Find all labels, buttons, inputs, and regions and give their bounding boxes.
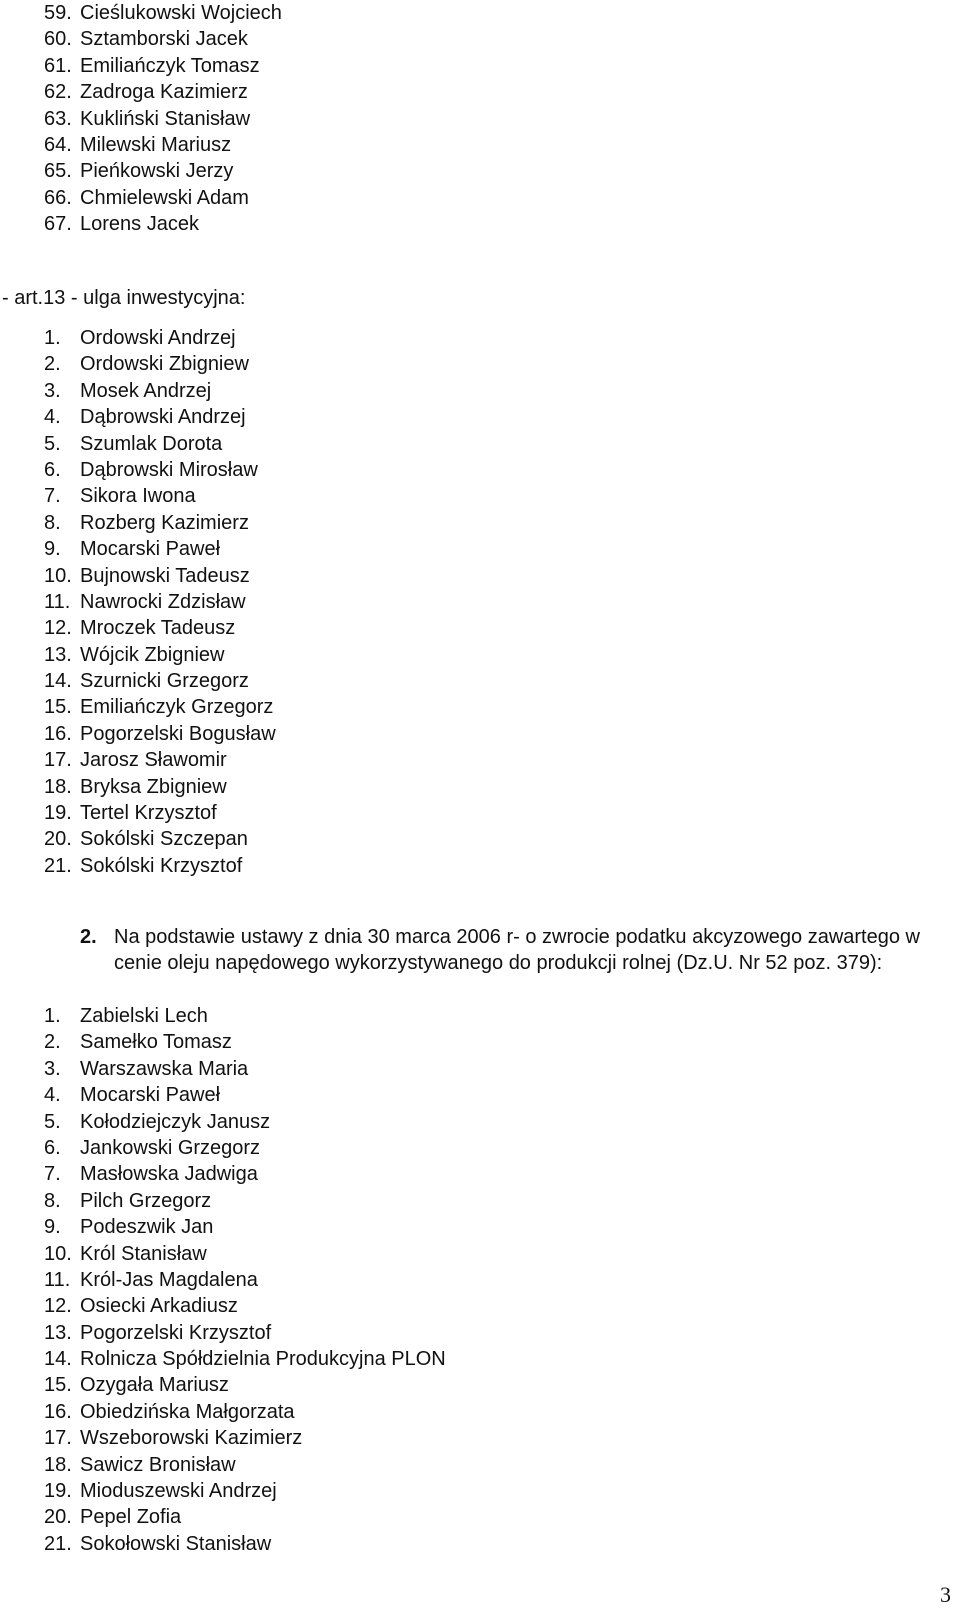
list-item-number: 59. xyxy=(44,2,72,24)
list-item xyxy=(44,589,276,615)
list-item-name: Sokołowski Stanisław xyxy=(80,1532,272,1555)
list-item-number: 10. xyxy=(44,1242,72,1265)
list-item xyxy=(44,510,276,536)
list-item-number: 19. xyxy=(44,1480,72,1503)
section-2-paragraph xyxy=(80,924,950,976)
list-item-name: Pieńkowski Jerzy xyxy=(80,160,234,183)
list-item-name: Dąbrowski Mirosław xyxy=(80,458,258,481)
list-item-number: 65. xyxy=(44,160,72,183)
list-item xyxy=(44,1293,446,1319)
list-item-name: Tertel Krzysztof xyxy=(80,802,217,825)
list-item xyxy=(44,1452,446,1478)
list-item xyxy=(44,1214,446,1240)
list-item xyxy=(44,615,276,641)
list-item xyxy=(44,211,282,237)
list-item xyxy=(44,1082,446,1108)
list-item-name: Król Stanisław xyxy=(80,1242,207,1265)
list-item xyxy=(44,747,276,773)
list-item-name: Mocarski Paweł xyxy=(80,538,221,561)
list-item-number: 63. xyxy=(44,107,72,130)
list-item-number: 10. xyxy=(44,564,72,587)
list-item-number: 7. xyxy=(44,1163,61,1186)
list-item xyxy=(44,483,276,509)
list-item-name: Milewski Mariusz xyxy=(80,133,232,156)
list-item-name: Cieślukowski Wojciech xyxy=(80,2,282,24)
list-item-name: Samełko Tomasz xyxy=(80,1031,232,1054)
list-item-number: 18. xyxy=(44,1453,72,1476)
list-item xyxy=(44,378,276,404)
list-item-name: Pilch Grzegorz xyxy=(80,1189,212,1212)
list-item-number: 18. xyxy=(44,775,72,798)
list-item-number: 12. xyxy=(44,617,72,640)
list-item-name: Pogorzelski Bogusław xyxy=(80,722,276,745)
list-item-name: Sawicz Bronisław xyxy=(80,1453,236,1476)
list-item-name: Obiedzińska Małgorzata xyxy=(80,1400,295,1423)
name-list-section-2 xyxy=(44,1003,446,1557)
list-item-name: Pogorzelski Krzysztof xyxy=(80,1321,272,1344)
list-item xyxy=(44,132,282,158)
list-item-number: 67. xyxy=(44,213,72,236)
list-item-number: 2. xyxy=(44,353,61,376)
list-item-number: 16. xyxy=(44,1400,72,1423)
list-item-number: 8. xyxy=(44,1189,61,1212)
list-item xyxy=(44,1531,446,1557)
section-2-text: Na podstawie ustawy z dnia 30 marca 2006 r- o zwrocie podatku akcyzowego zawartego w cenie oleju napędowego wykorzystywanego do produkcji rolnej (Dz.U. Nr 52 poz. 379): xyxy=(114,926,920,974)
list-item-number: 4. xyxy=(44,1084,61,1107)
list-item xyxy=(44,185,282,211)
list-item-number: 16. xyxy=(44,722,72,745)
section-2-number: 2. xyxy=(80,926,97,948)
list-item-number: 11. xyxy=(44,590,71,613)
list-item-name: Zabielski Lech xyxy=(80,1005,208,1027)
list-item-name: Wszeborowski Kazimierz xyxy=(80,1427,303,1450)
list-item-name: Sokólski Krzysztof xyxy=(80,854,243,877)
list-item xyxy=(44,1478,446,1504)
list-item-number: 19. xyxy=(44,802,72,825)
list-item-number: 7. xyxy=(44,485,61,508)
list-item-name: Jarosz Sławomir xyxy=(80,749,227,772)
list-item-name: Szurnicki Grzegorz xyxy=(80,670,249,693)
list-item xyxy=(44,774,276,800)
list-item xyxy=(44,1188,446,1214)
list-item xyxy=(44,1003,446,1029)
list-item-name: Chmielewski Adam xyxy=(80,186,249,209)
list-item xyxy=(44,1109,446,1135)
list-item-number: 8. xyxy=(44,511,61,534)
list-item xyxy=(44,351,276,377)
list-item-name: Ordowski Zbigniew xyxy=(80,353,249,376)
list-item xyxy=(44,325,276,351)
list-item-name: Sztamborski Jacek xyxy=(80,28,248,51)
list-item-number: 12. xyxy=(44,1295,72,1318)
list-item-name: Mosek Andrzej xyxy=(80,379,212,402)
list-item-name: Król-Jas Magdalena xyxy=(80,1268,258,1291)
list-item-name: Bryksa Zbigniew xyxy=(80,775,227,798)
list-item-name: Ozygała Mariusz xyxy=(80,1374,229,1397)
list-item xyxy=(44,1372,446,1398)
list-item-name: Mocarski Paweł xyxy=(80,1084,221,1107)
list-item-name: Warszawska Maria xyxy=(80,1057,249,1080)
list-item-name: Sokólski Szczepan xyxy=(80,828,248,851)
list-item-number: 6. xyxy=(44,458,61,481)
list-item-name: Jankowski Grzegorz xyxy=(80,1136,261,1159)
list-item-name: Osiecki Arkadiusz xyxy=(80,1295,238,1318)
list-item xyxy=(44,800,276,826)
list-item-number: 5. xyxy=(44,432,61,455)
list-item-number: 3. xyxy=(44,379,61,402)
list-item xyxy=(44,1267,446,1293)
page-number: 3 xyxy=(940,1582,951,1607)
list-item-number: 15. xyxy=(44,696,72,719)
list-item-name: Emiliańczyk Tomasz xyxy=(80,54,260,77)
list-item-number: 5. xyxy=(44,1110,61,1133)
list-item-number: 64. xyxy=(44,133,72,156)
list-item xyxy=(44,694,276,720)
list-item-number: 1. xyxy=(44,1005,61,1027)
list-item xyxy=(44,457,276,483)
list-item-number: 60. xyxy=(44,28,72,51)
list-item xyxy=(44,1241,446,1267)
list-item xyxy=(44,53,282,79)
list-item xyxy=(44,404,276,430)
list-item-name: Emiliańczyk Grzegorz xyxy=(80,696,274,719)
list-item-name: Nawrocki Zdzisław xyxy=(80,590,246,613)
list-item xyxy=(44,668,276,694)
list-item-name: Dąbrowski Andrzej xyxy=(80,406,246,429)
list-item xyxy=(44,79,282,105)
list-item xyxy=(44,1135,446,1161)
list-item-name: Mroczek Tadeusz xyxy=(80,617,236,640)
list-item xyxy=(44,563,276,589)
list-item xyxy=(44,1161,446,1187)
section-heading-art13: - art.13 - ulga inwestycyjna: xyxy=(2,287,246,309)
list-item-name: Rozberg Kazimierz xyxy=(80,511,249,534)
list-item-number: 2. xyxy=(44,1031,61,1054)
list-item xyxy=(44,0,282,26)
list-item-name: Mioduszewski Andrzej xyxy=(80,1480,277,1503)
list-item xyxy=(44,721,276,747)
list-item xyxy=(44,826,276,852)
list-item-name: Masłowska Jadwiga xyxy=(80,1163,258,1186)
list-item-name: Ordowski Andrzej xyxy=(80,327,236,349)
list-item xyxy=(44,1425,446,1451)
list-item-number: 20. xyxy=(44,1506,72,1529)
list-item xyxy=(44,158,282,184)
list-item-name: Wójcik Zbigniew xyxy=(80,643,225,666)
list-item-number: 66. xyxy=(44,186,72,209)
name-list-art13 xyxy=(44,325,276,879)
list-item-number: 9. xyxy=(44,1216,61,1239)
list-item xyxy=(44,431,276,457)
list-item-name: Rolnicza Spółdzielnia Produkcyjna PLON xyxy=(80,1348,446,1371)
list-item xyxy=(44,1056,446,1082)
list-item-number: 3. xyxy=(44,1057,61,1080)
list-item xyxy=(44,1504,446,1530)
list-item-number: 14. xyxy=(44,670,72,693)
list-item-name: Zadroga Kazimierz xyxy=(80,81,248,104)
name-list-continued xyxy=(44,0,282,238)
list-item-name: Kołodziejczyk Janusz xyxy=(80,1110,271,1133)
list-item-number: 4. xyxy=(44,406,61,429)
list-item-name: Kukliński Stanisław xyxy=(80,107,251,130)
list-item-number: 21. xyxy=(44,1532,72,1555)
list-item-number: 62. xyxy=(44,81,72,104)
list-item xyxy=(44,26,282,52)
list-item-number: 15. xyxy=(44,1374,72,1397)
list-item xyxy=(44,1320,446,1346)
list-item-name: Bujnowski Tadeusz xyxy=(80,564,250,587)
list-item xyxy=(44,1029,446,1055)
list-item xyxy=(44,642,276,668)
list-item-number: 17. xyxy=(44,1427,72,1450)
list-item-name: Pepel Zofia xyxy=(80,1506,182,1529)
list-item-number: 9. xyxy=(44,538,61,561)
list-item-number: 13. xyxy=(44,1321,72,1344)
list-item-number: 20. xyxy=(44,828,72,851)
list-item xyxy=(44,1399,446,1425)
list-item-name: Podeszwik Jan xyxy=(80,1216,214,1239)
list-item-number: 11. xyxy=(44,1268,71,1291)
list-item-name: Lorens Jacek xyxy=(80,213,199,236)
list-item xyxy=(44,853,276,879)
list-item-number: 1. xyxy=(44,327,61,349)
list-item-number: 14. xyxy=(44,1348,72,1371)
list-item-name: Szumlak Dorota xyxy=(80,432,223,455)
list-item-name: Sikora Iwona xyxy=(80,485,196,508)
list-item-number: 21. xyxy=(44,854,72,877)
list-item xyxy=(44,106,282,132)
list-item-number: 13. xyxy=(44,643,72,666)
list-item xyxy=(44,536,276,562)
list-item-number: 6. xyxy=(44,1136,61,1159)
list-item xyxy=(44,1346,446,1372)
list-item-number: 61. xyxy=(44,54,72,77)
list-item-number: 17. xyxy=(44,749,72,772)
